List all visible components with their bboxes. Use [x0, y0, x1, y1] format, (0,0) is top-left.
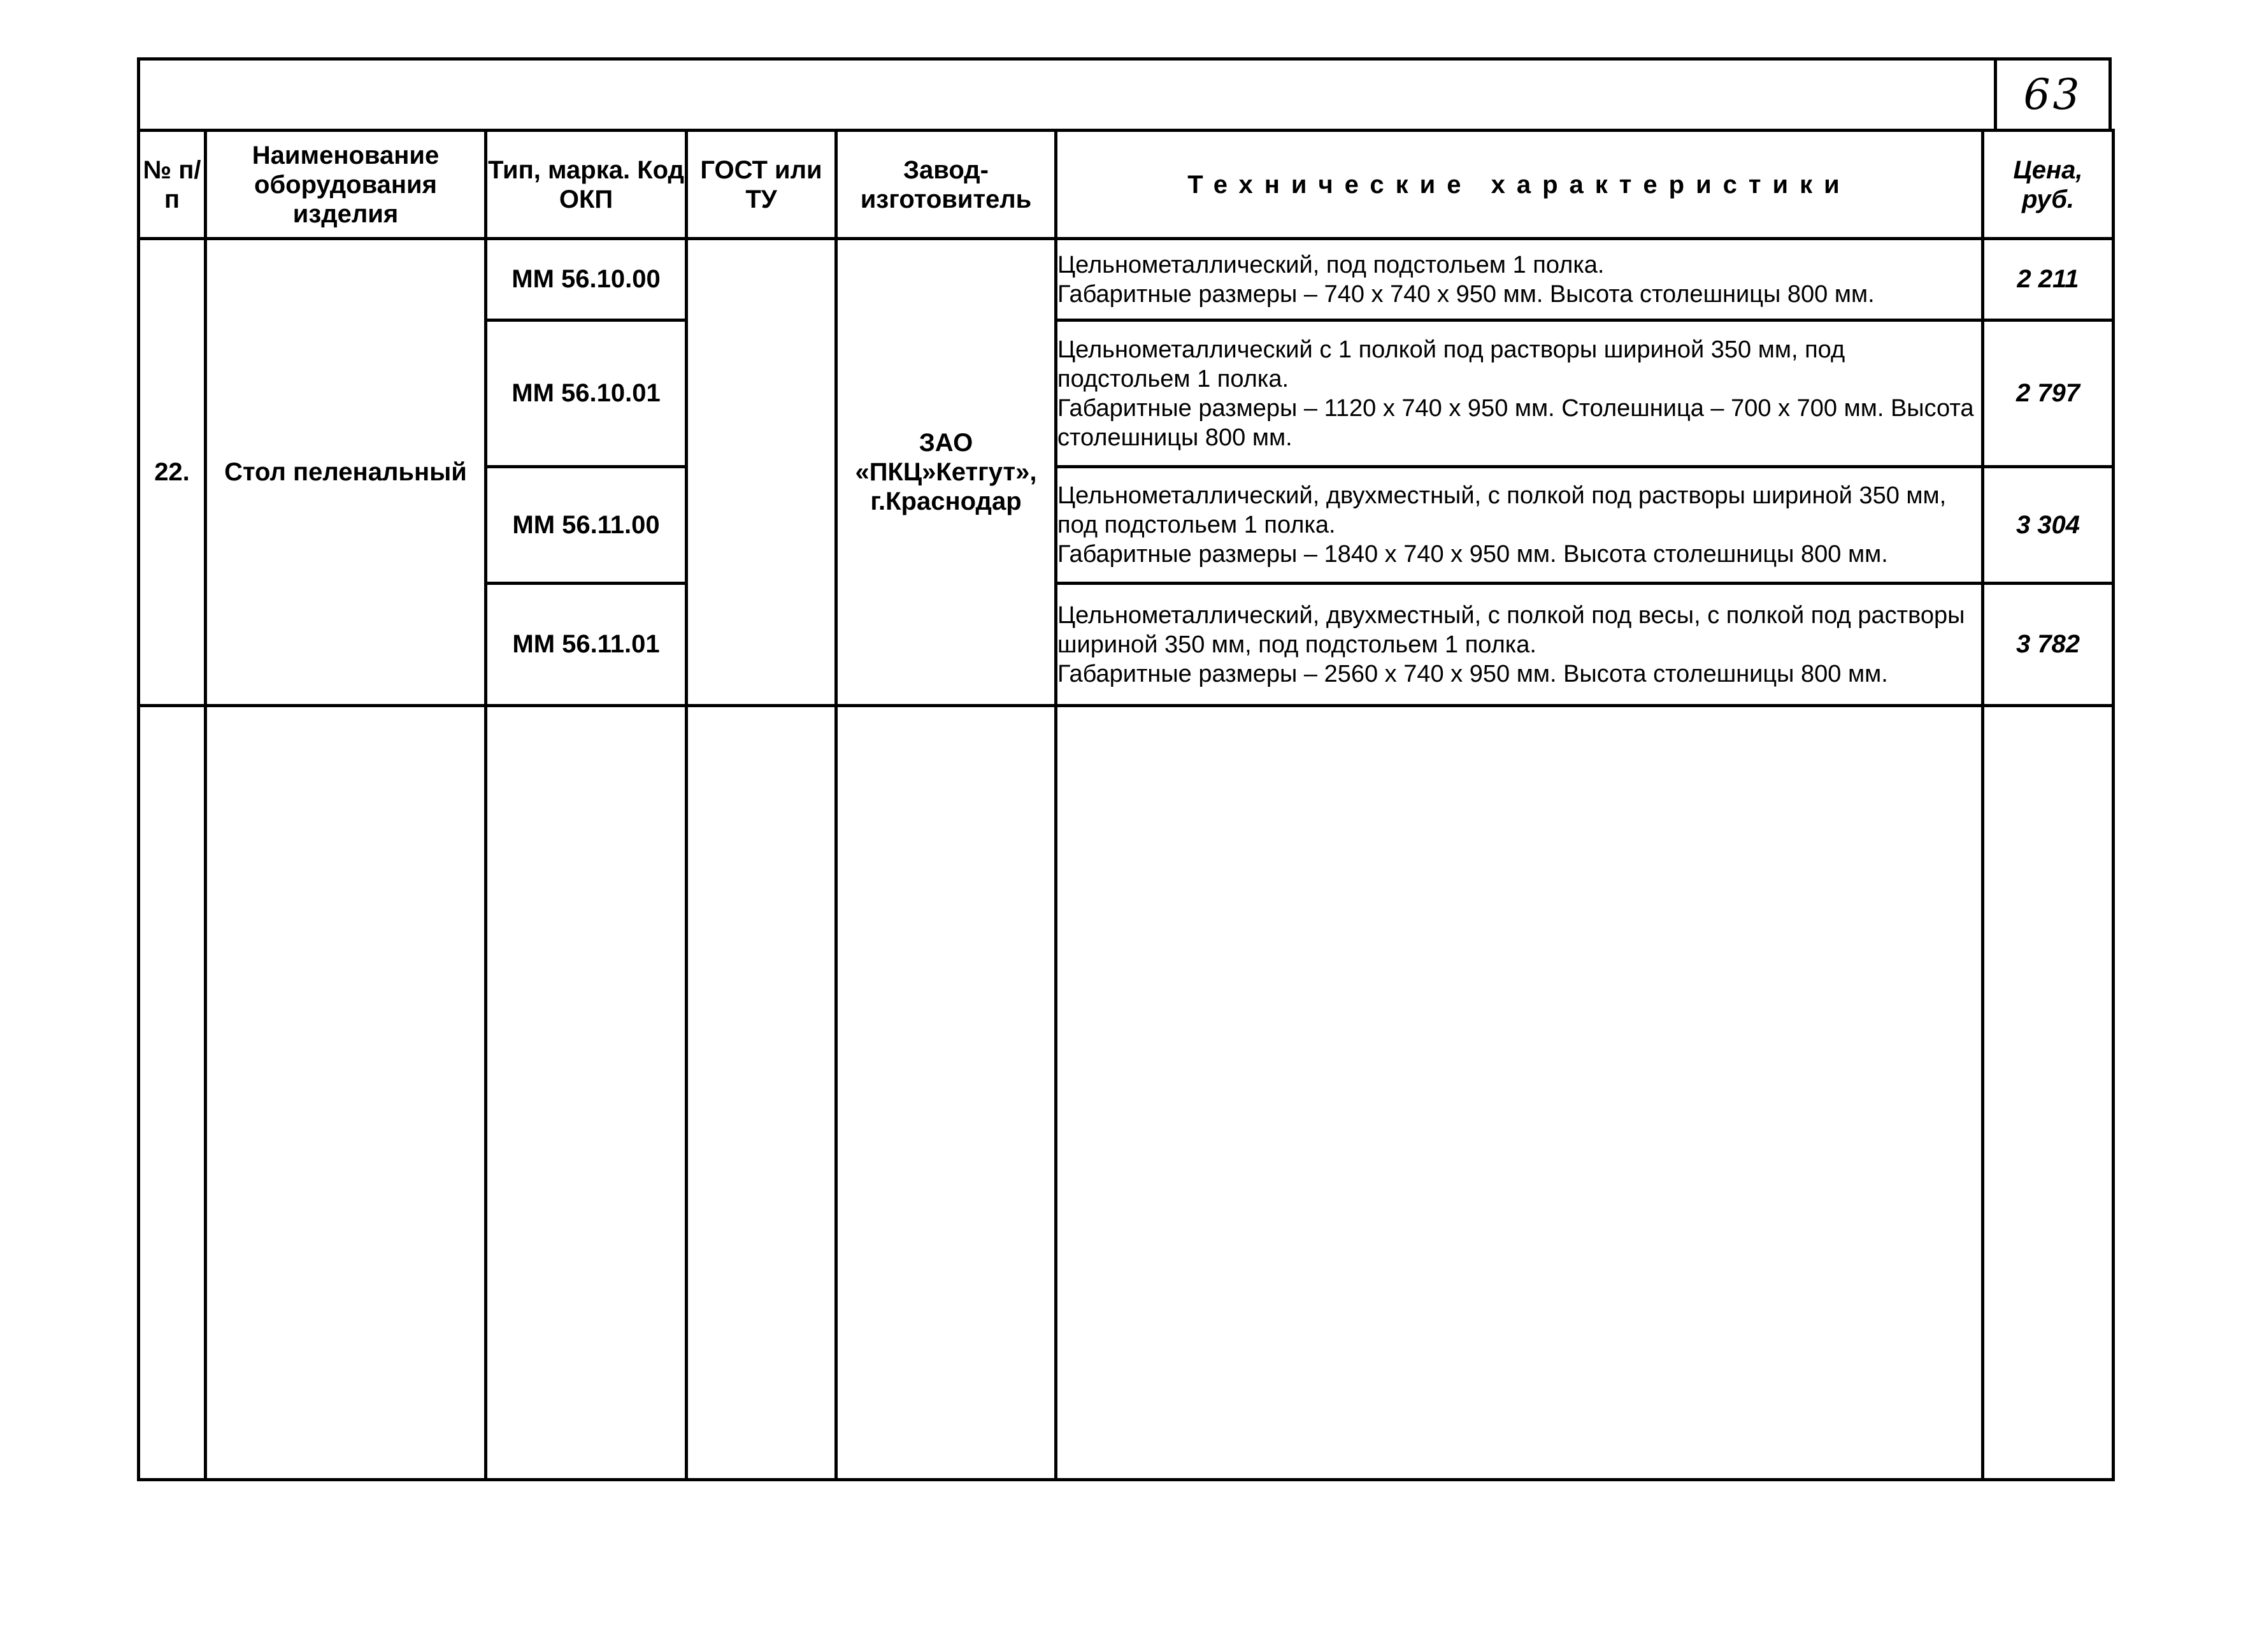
equipment-table [137, 129, 2115, 1481]
blank-cell [687, 706, 836, 1480]
tech-spec [1056, 320, 1983, 467]
spec-line: Габаритные размеры – 2560 х 740 х 950 мм. Высота столешницы 800 мм. [1057, 660, 1888, 687]
spec-line: Цельнометаллический, двухместный, с полкой под весы, с полкой под растворы шириной 350 мм, под подстольем 1 полка. [1057, 601, 1965, 658]
spec-line: Цельнометаллический, двухместный, с полкой под растворы шириной 350 мм, под подстольем 1 полка. [1057, 482, 1947, 538]
blank-row [139, 706, 2114, 1480]
page-number: 63 [1994, 61, 2109, 129]
price: 2 797 [1983, 320, 2114, 467]
tech-spec [1056, 467, 1983, 584]
price: 3 782 [1983, 584, 2114, 706]
blank-cell [1056, 706, 1983, 1480]
price: 2 211 [1983, 239, 2114, 320]
spec-line: Габаритные размеры – 740 х 740 х 950 мм. Высота столешницы 800 мм. [1057, 280, 1875, 308]
header-gost: ГОСТ или ТУ [687, 131, 836, 239]
header-price: Цена, руб. [1983, 131, 2114, 239]
spec-line: Цельнометаллический, под подстольем 1 полка. [1057, 251, 1605, 278]
item-gost [687, 239, 836, 706]
header-manufacturer: Завод-изготовитель [836, 131, 1056, 239]
type-code: ММ 56.11.01 [486, 584, 687, 706]
blank-cell [139, 706, 206, 1480]
tech-spec [1056, 239, 1983, 320]
item-manufacturer: ЗАО «ПКЦ»Кетгут», г.Краснодар [836, 239, 1056, 706]
spec-line: Габаритные размеры – 1120 х 740 х 950 мм. Столешница – 700 х 700 мм. Высота столешницы 800 мм. [1057, 394, 1974, 451]
type-code: ММ 56.11.00 [486, 467, 687, 584]
item-name: Стол пеленальный [206, 239, 486, 706]
header-type: Тип, марка. Код ОКП [486, 131, 687, 239]
type-code: ММ 56.10.01 [486, 320, 687, 467]
header-name: Наименование оборудования изделия [206, 131, 486, 239]
price: 3 304 [1983, 467, 2114, 584]
header-strip [137, 57, 2112, 129]
spec-line: Габаритные размеры – 1840 х 740 х 950 мм. Высота столешницы 800 мм. [1057, 541, 1888, 568]
tech-spec [1056, 584, 1983, 706]
blank-cell [836, 706, 1056, 1480]
header-num: № п/п [139, 131, 206, 239]
document-sheet [137, 57, 2112, 1481]
table-row [139, 239, 2114, 320]
item-number: 22. [139, 239, 206, 706]
blank-cell [1983, 706, 2114, 1480]
blank-cell [206, 706, 486, 1480]
table-body [139, 239, 2114, 1480]
header-row [139, 131, 2114, 239]
spec-line: Цельнометаллический с 1 полкой под растворы шириной 350 мм, под подстольем 1 полка. [1057, 336, 1845, 392]
blank-cell [486, 706, 687, 1480]
type-code: ММ 56.10.00 [486, 239, 687, 320]
header-tech: Технические характеристики [1056, 131, 1983, 239]
